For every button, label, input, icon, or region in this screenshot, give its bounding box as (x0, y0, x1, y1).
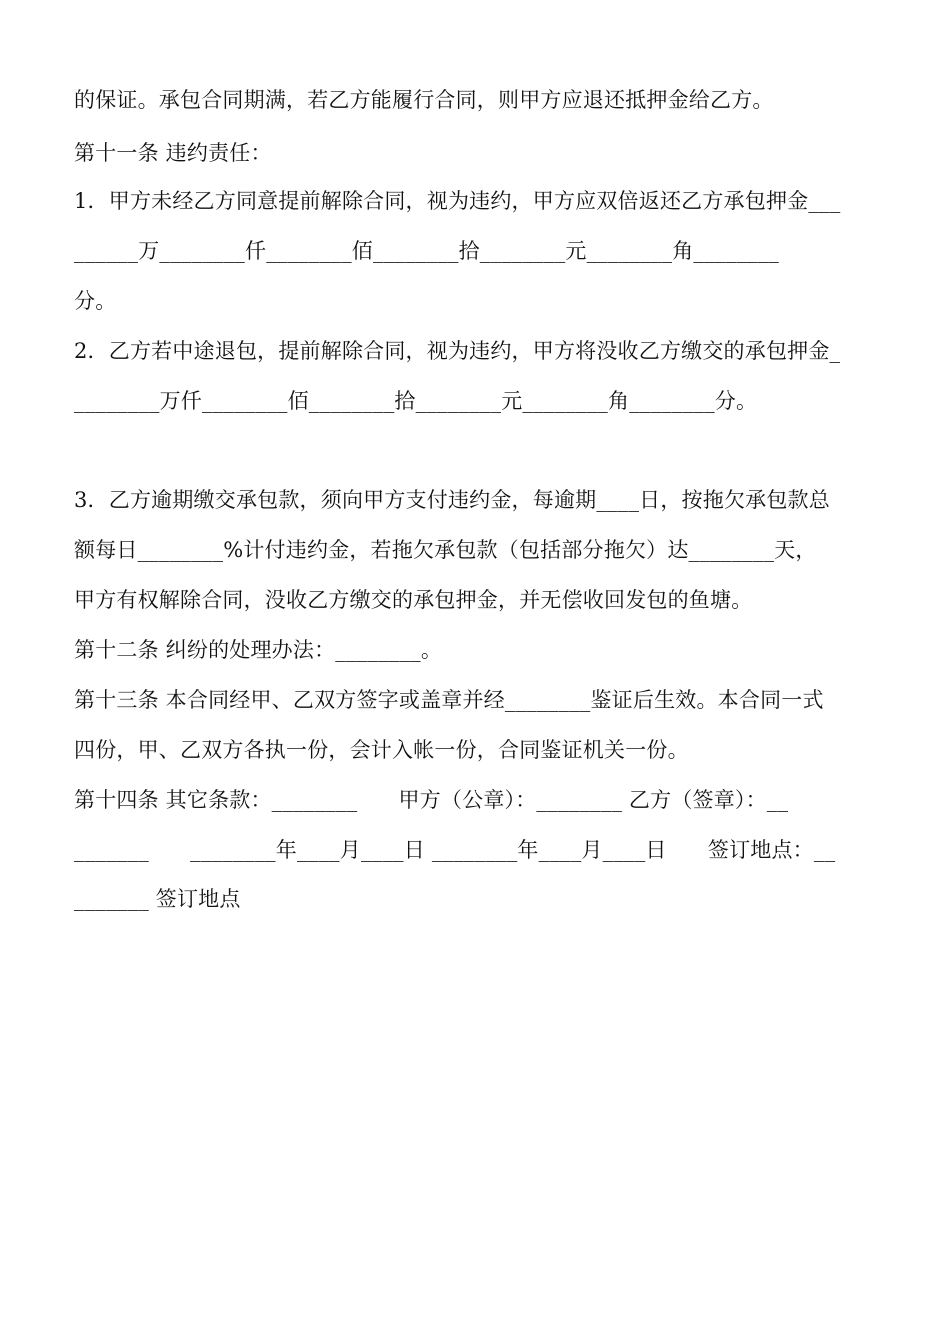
heading-article-13: 第十三条 本合同经甲、乙双方签字或盖章并经________鉴证后生效。本合同一式 (74, 688, 824, 712)
text-line-signature-dates: _______ ________年____月____日 ________年____月____日 签订地点：__ (74, 838, 836, 862)
text-line-clause-2: 2．乙方若中途退包，提前解除合同，视为违约，甲方将没收乙方缴交的承包押金_ (74, 339, 841, 363)
text-line-clause-1-end: 分。 (74, 289, 117, 313)
text-line-clause-1-amount: ______万________仟________佰________拾________元________角________ (74, 239, 779, 263)
text-line-signing-place: _______ 签订地点 (74, 887, 241, 911)
text-line-clause-2-amount: ________万仟________佰________拾________元________角________分。 (74, 389, 758, 413)
heading-article-11: 第十一条 违约责任： (74, 141, 272, 165)
heading-article-12: 第十二条 纠纷的处理办法：________。 (74, 638, 443, 662)
text-line-clause-3-end: 甲方有权解除合同，没收乙方缴交的承包押金，并无偿收回发包的鱼塘。 (74, 588, 753, 612)
heading-article-14-signatures: 第十四条 其它条款：________ 甲方（公章）：________ 乙方（签章）：__ (74, 788, 789, 812)
text-line-clause-3-rate: 额每日________%计付违约金，若拖欠承包款（包括部分拖欠）达________天， (74, 538, 817, 562)
text-line-clause-3: 3．乙方逾期缴交承包款，须向甲方支付违约金，每逾期____日，按拖欠承包款总 (74, 488, 830, 512)
text-line-clause-1: 1．甲方未经乙方同意提前解除合同，视为违约，甲方应双倍返还乙方承包押金___ (74, 189, 841, 213)
text-line-guarantee-refund: 的保证。承包合同期满，若乙方能履行合同，则甲方应退还抵押金给乙方。 (74, 88, 774, 112)
text-line-article-13-copies: 四份，甲、乙双方各执一份，会计入帐一份，合同鉴证机关一份。 (74, 738, 689, 762)
